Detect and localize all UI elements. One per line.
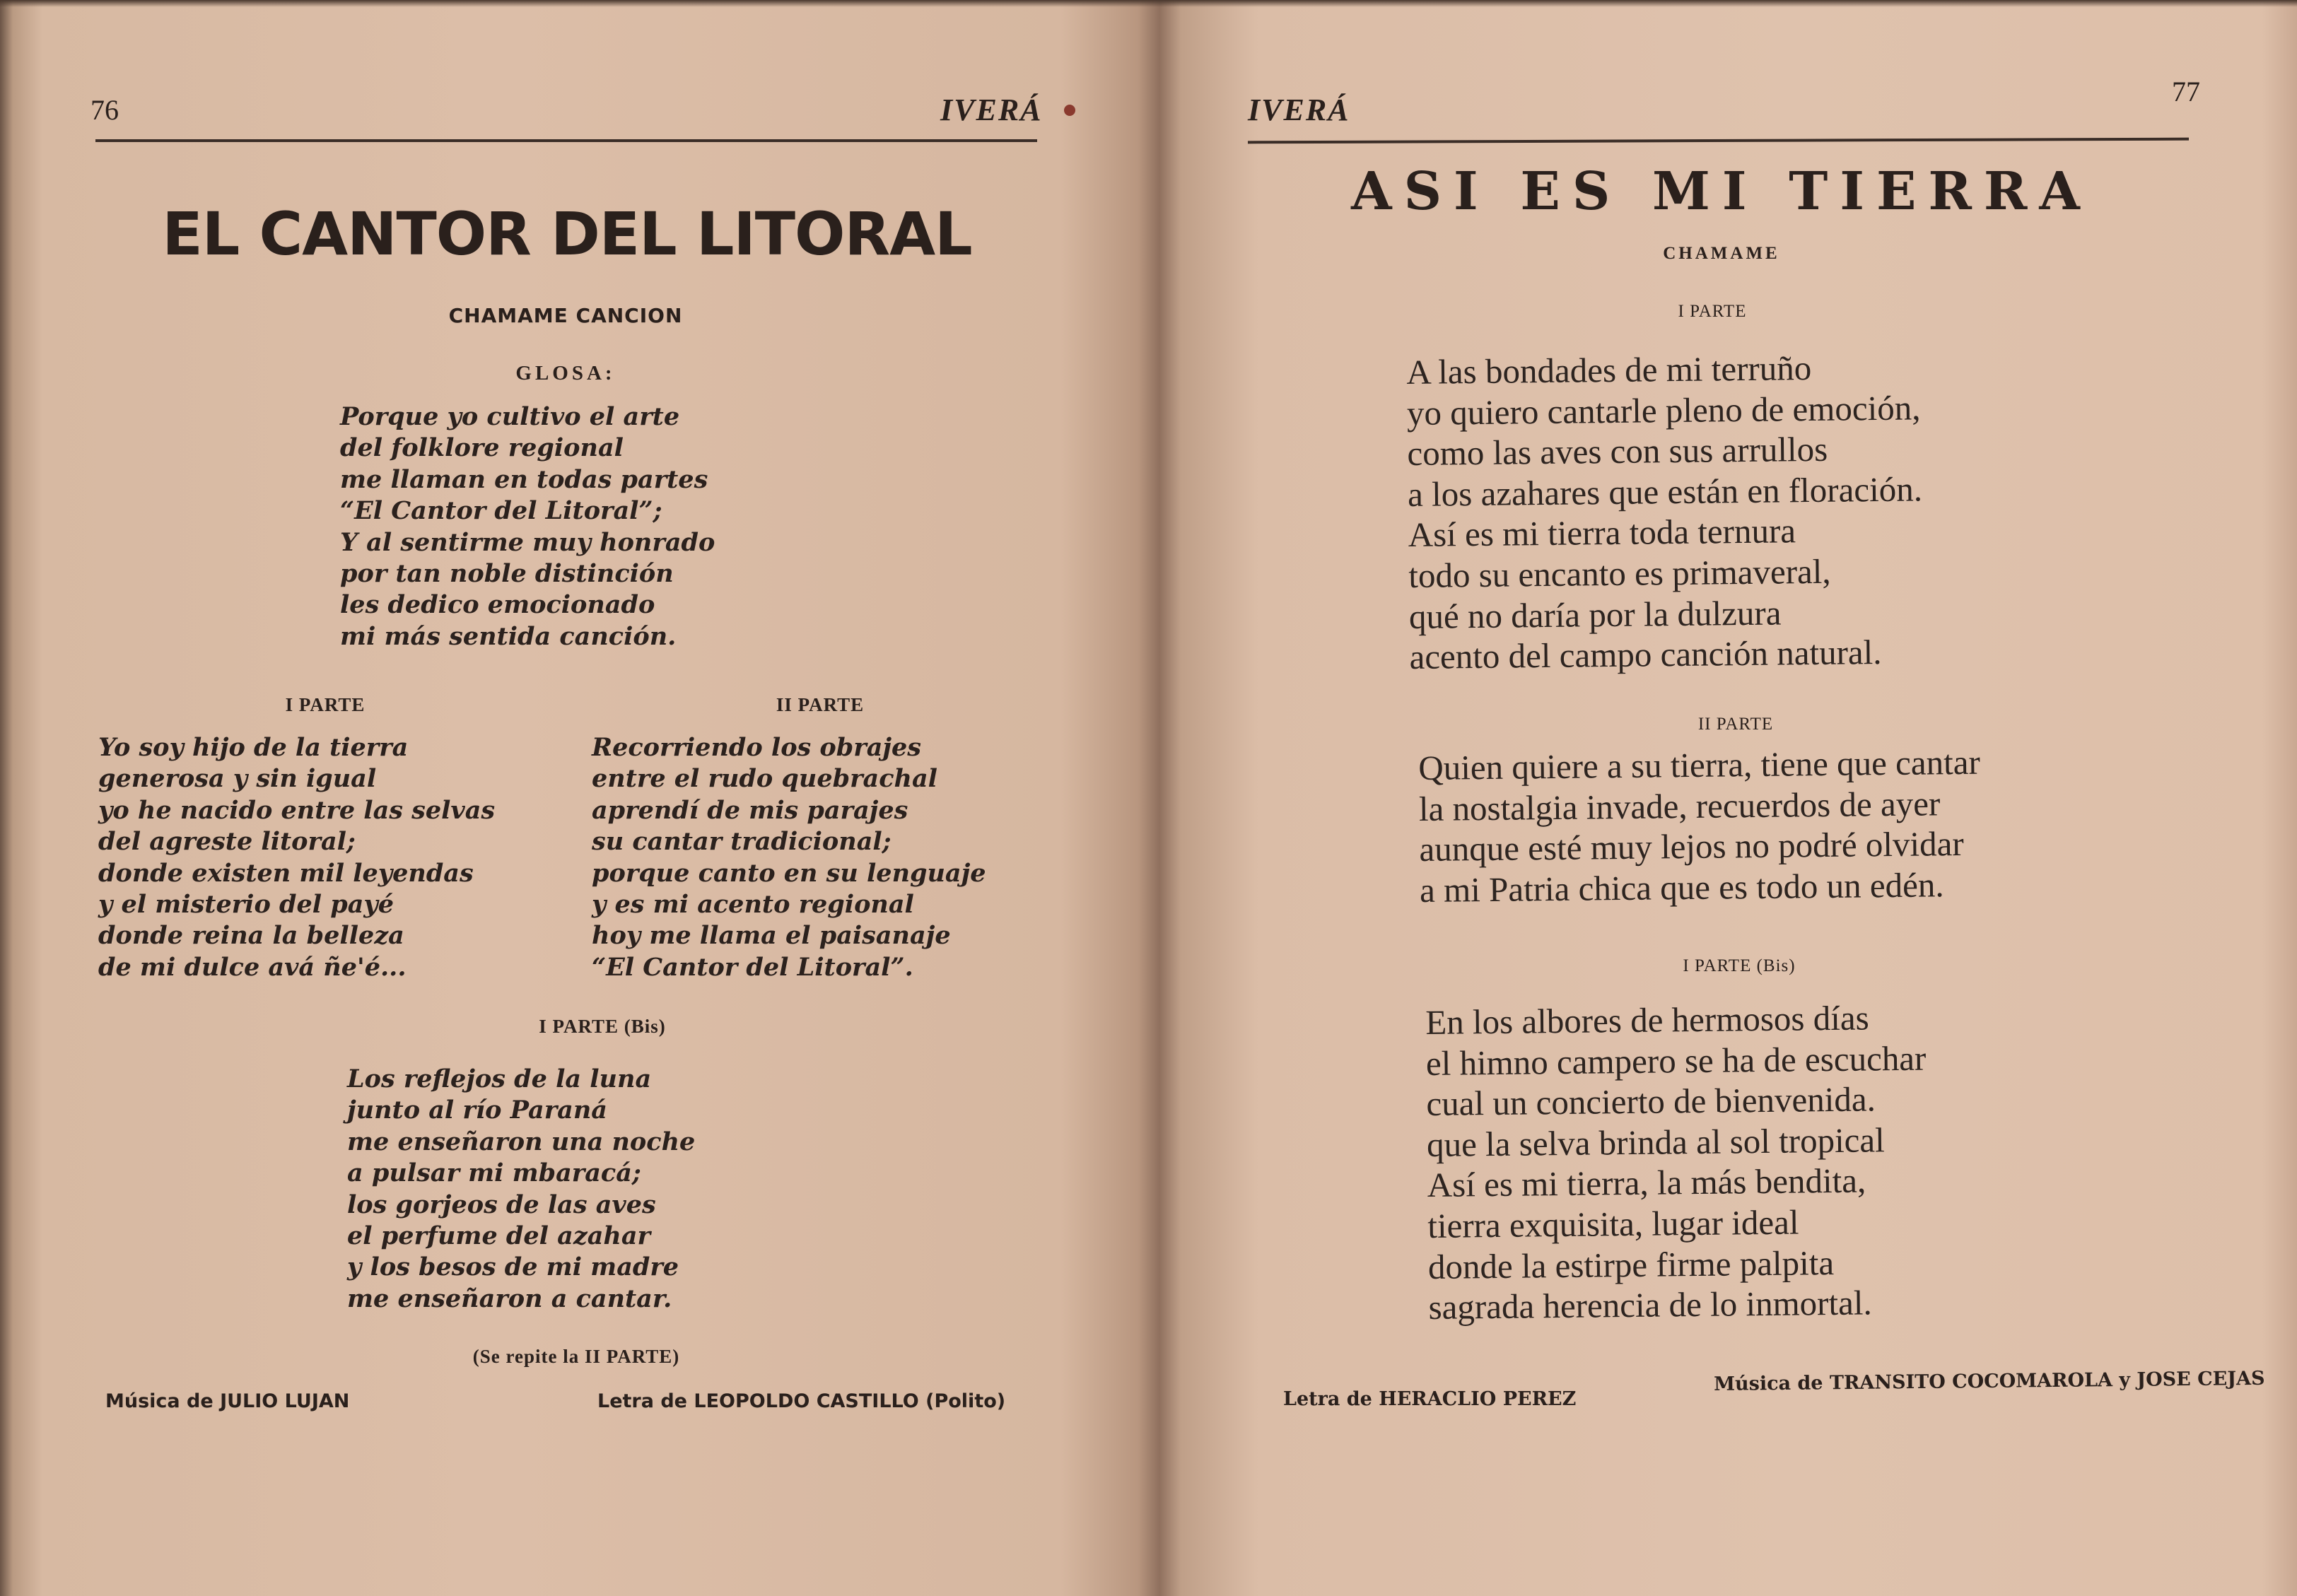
verse-line: el himno campero se ha de escuchar (1425, 1038, 1927, 1083)
part1-label: I PARTE (285, 694, 366, 715)
running-head: IVERÁ (1248, 93, 1350, 127)
header-rule (95, 139, 1037, 142)
verse-line: el perfume del azahar (347, 1221, 650, 1251)
verse-line: Así es mi tierra toda ternura (1408, 511, 1796, 555)
verse-line: hoy me llama el paisanaje (592, 921, 951, 951)
verse-line: porque canto en su lenguaje (592, 858, 986, 888)
verse-line: entre el rudo quebrachal (592, 764, 937, 794)
verse-line: A las bondades de mi terruño (1406, 348, 1812, 392)
stanza-part1 (1406, 346, 1924, 677)
running-head: IVERÁ (940, 93, 1043, 127)
verse-line: Recorriendo los obrajes (592, 733, 922, 762)
verse-line: como las aves con sus arrullos (1407, 429, 1828, 474)
verse-line: de mi dulce avá ñe'é... (98, 952, 407, 982)
page-number: 76 (90, 94, 119, 126)
right-page (1159, 0, 2297, 1596)
verse-line: mi más sentida canción. (340, 621, 677, 651)
song-title: EL CANTOR DEL LITORAL (162, 199, 972, 269)
verse-line: la nostalgia invade, recuerdos de ayer (1418, 783, 1941, 828)
verse-line: del agreste litoral; (98, 827, 356, 857)
verse-line: Así es mi tierra, la más bendita, (1427, 1161, 1866, 1205)
verse-line: Los reflejos de la luna (347, 1064, 652, 1093)
part2-label: II PARTE (776, 694, 865, 715)
verse-line: me enseñaron a cantar. (347, 1284, 672, 1313)
page-edge-shadow (1159, 0, 2297, 7)
verse-line: “El Cantor del Litoral”. (592, 952, 913, 982)
verse-line: Yo soy hijo de la tierra (98, 733, 409, 762)
lyrics-credit: Letra de HERACLIO PEREZ (1283, 1388, 1577, 1410)
verse-line: los gorjeos de las aves (347, 1190, 656, 1219)
verse-line: su cantar tradicional; (592, 827, 892, 857)
page-edge-shadow (0, 0, 1159, 7)
stanza-glosa (340, 401, 715, 652)
stanza-part1-bis (1425, 997, 1929, 1328)
ink-dot (1064, 105, 1075, 116)
verse-line: y el misterio del payé (98, 890, 394, 920)
part1-label: I PARTE (1678, 302, 1747, 321)
verse-line: y es mi acento regional (592, 890, 914, 920)
verse-line: que la selva brinda al sol tropical (1426, 1120, 1886, 1164)
stanza-part1 (98, 732, 495, 983)
verse-line: donde existen mil leyendas (98, 858, 474, 888)
stanza-part2 (592, 732, 986, 983)
page-number: 77 (2172, 76, 2200, 107)
verse-line: a pulsar mi mbaracá; (347, 1158, 641, 1188)
verse-line: yo quiero cantarle pleno de emoción, (1406, 387, 1921, 433)
lyrics-credit: Letra de LEOPOLDO CASTILLO (Polito) (597, 1390, 1006, 1412)
verse-line: junto al río Paraná (347, 1096, 607, 1125)
verse-line: cual un concierto de bienvenida. (1426, 1079, 1876, 1124)
verse-line: Porque yo cultivo el arte (340, 402, 680, 431)
song-genre: CHAMAME CANCION (448, 304, 683, 327)
music-credit: Música de JULIO LUJAN (105, 1390, 350, 1412)
verse-line: En los albores de hermosos días (1425, 998, 1869, 1042)
verse-line: me enseñaron una noche (347, 1127, 696, 1156)
header-rule (1248, 138, 2189, 144)
song-title: ASI ES MI TIERRA (1351, 161, 2092, 222)
verse-line: yo he nacido entre las selvas (98, 795, 496, 825)
part1-bis-label: I PARTE (Bis) (1683, 956, 1796, 975)
verse-line: “El Cantor del Litoral”; (340, 496, 662, 526)
stanza-part1-bis (347, 1064, 695, 1315)
verse-line: aprendí de mis parajes (592, 795, 908, 825)
verse-line: y los besos de mi madre (347, 1252, 679, 1282)
verse-line: qué no daría por la dulzura (1408, 593, 1782, 636)
verse-line: a mi Patria chica que es todo un edén. (1419, 865, 1944, 910)
verse-line: a los azahares que están en floración. (1407, 469, 1923, 514)
verse-line: me llaman en todas partes (340, 464, 708, 494)
verse-line: todo su encanto es primaveral, (1408, 551, 1831, 595)
repeat-note: (Se repite la II PARTE) (472, 1346, 680, 1367)
verse-line: por tan noble distinción (340, 559, 674, 589)
verse-line: donde la estirpe firme palpita (1427, 1243, 1835, 1286)
verse-line: acento del campo canción natural. (1409, 633, 1882, 677)
song-genre: CHAMAME (1663, 244, 1780, 263)
glosa-label: GLOSA: (515, 362, 616, 385)
verse-line: aunque esté muy lejos no podré olvidar (1419, 824, 1964, 869)
stanza-part2 (1418, 742, 1982, 911)
verse-line: tierra exquisita, lugar ideal (1427, 1202, 1799, 1245)
verse-line: sagrada herencia de lo inmortal. (1428, 1283, 1872, 1327)
part2-label: II PARTE (1697, 715, 1774, 734)
verse-line: Quien quiere a su tierra, tiene que cantar (1418, 742, 1981, 787)
music-credit: Música de TRANSITO COCOMAROLA y JOSE CEJAS (1714, 1367, 2265, 1395)
verse-line: generosa y sin igual (98, 764, 377, 794)
part1-bis-label: I PARTE (Bis) (539, 1016, 666, 1037)
verse-line: les dedico emocionado (340, 590, 655, 620)
verse-line: del folklore regional (340, 433, 624, 463)
verse-line: donde reina la belleza (98, 921, 404, 951)
verse-line: Y al sentirme muy honrado (340, 527, 715, 557)
